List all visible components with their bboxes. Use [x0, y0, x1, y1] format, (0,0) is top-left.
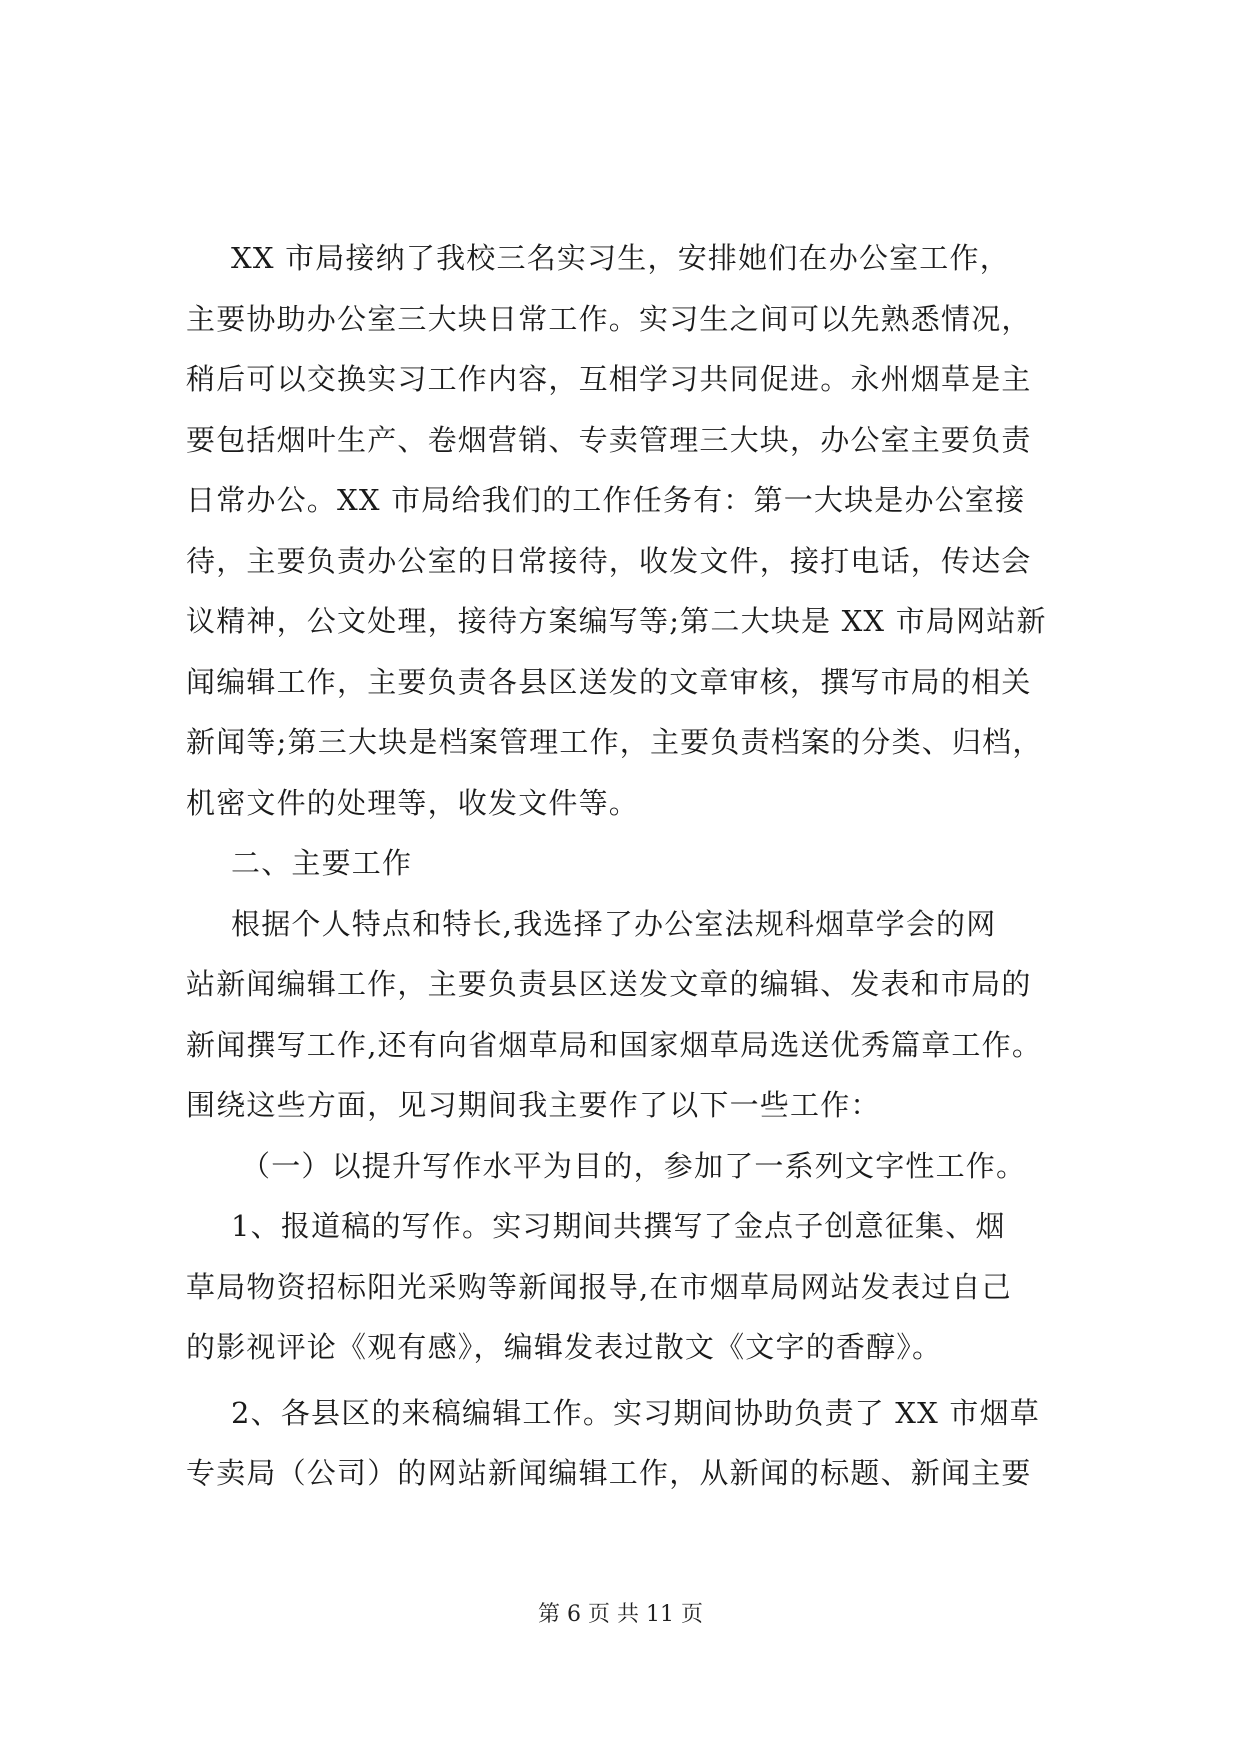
paragraph-line: 要包括烟叶生产、卷烟营销、专卖管理三大块，办公室主要负责: [186, 422, 1032, 457]
paragraph-line: 新闻撰写工作,还有向省烟草局和国家烟草局选送优秀篇章工作。: [186, 1027, 1043, 1062]
page-number-footer: 第 6 页 共 11 页: [538, 1602, 703, 1627]
paragraph-line: 专卖局（公司）的网站新闻编辑工作，从新闻的标题、新闻主要: [186, 1456, 1032, 1490]
paragraph-line: 根据个人特点和特长,我选择了办公室法规科烟草学会的网: [231, 906, 997, 941]
paragraph-line: 1、报道稿的写作。实习期间共撰写了金点子创意征集、烟: [231, 1209, 1006, 1243]
paragraph-line: 议精神，公文处理，接待方案编写等;第二大块是 XX 市局网站新: [186, 604, 1047, 638]
paragraph-line: 围绕这些方面，见习期间我主要作了以下一些工作：: [186, 1088, 881, 1122]
document-body: [186, 228, 1086, 1504]
paragraph-line: 草局物资招标阳光采购等新闻报导,在市烟草局网站发表过自己: [186, 1269, 1012, 1304]
paragraph-line: 主要协助办公室三大块日常工作。实习生之间可以先熟悉情况，: [186, 301, 1032, 336]
subsection-heading: （一）以提升写作水平为目的，参加了一系列文字性工作。: [241, 1148, 1027, 1183]
paragraph-line: 的影视评论《观有感》，编辑发表过散文《文字的香醇》。: [186, 1330, 943, 1364]
paragraph-line: 稍后可以交换实习工作内容，互相学习共同促进。永州烟草是主: [186, 362, 1032, 396]
paragraph-line: 新闻等;第三大块是档案管理工作，主要负责档案的分类、归档，: [186, 725, 1043, 759]
paragraph-line: 日常办公。XX 市局给我们的工作任务有：第一大块是办公室接: [186, 483, 1026, 517]
paragraph-line: 机密文件的处理等，收发文件等。: [186, 785, 640, 820]
section-heading: 二、主要工作: [231, 846, 413, 880]
paragraph-line: 闻编辑工作，主要负责各县区送发的文章审核，撰写市局的相关: [186, 664, 1032, 699]
paragraph-line: 待，主要负责办公室的日常接待，收发文件，接打电话，传达会: [186, 543, 1032, 578]
paragraph-line: 2、各县区的来稿编辑工作。实习期间协助负责了 XX 市烟草: [231, 1395, 1040, 1430]
paragraph-line: 站新闻编辑工作，主要负责县区送发文章的编辑、发表和市局的: [186, 967, 1032, 1001]
paragraph-line: XX 市局接纳了我校三名实习生，安排她们在办公室工作，: [231, 241, 1010, 275]
